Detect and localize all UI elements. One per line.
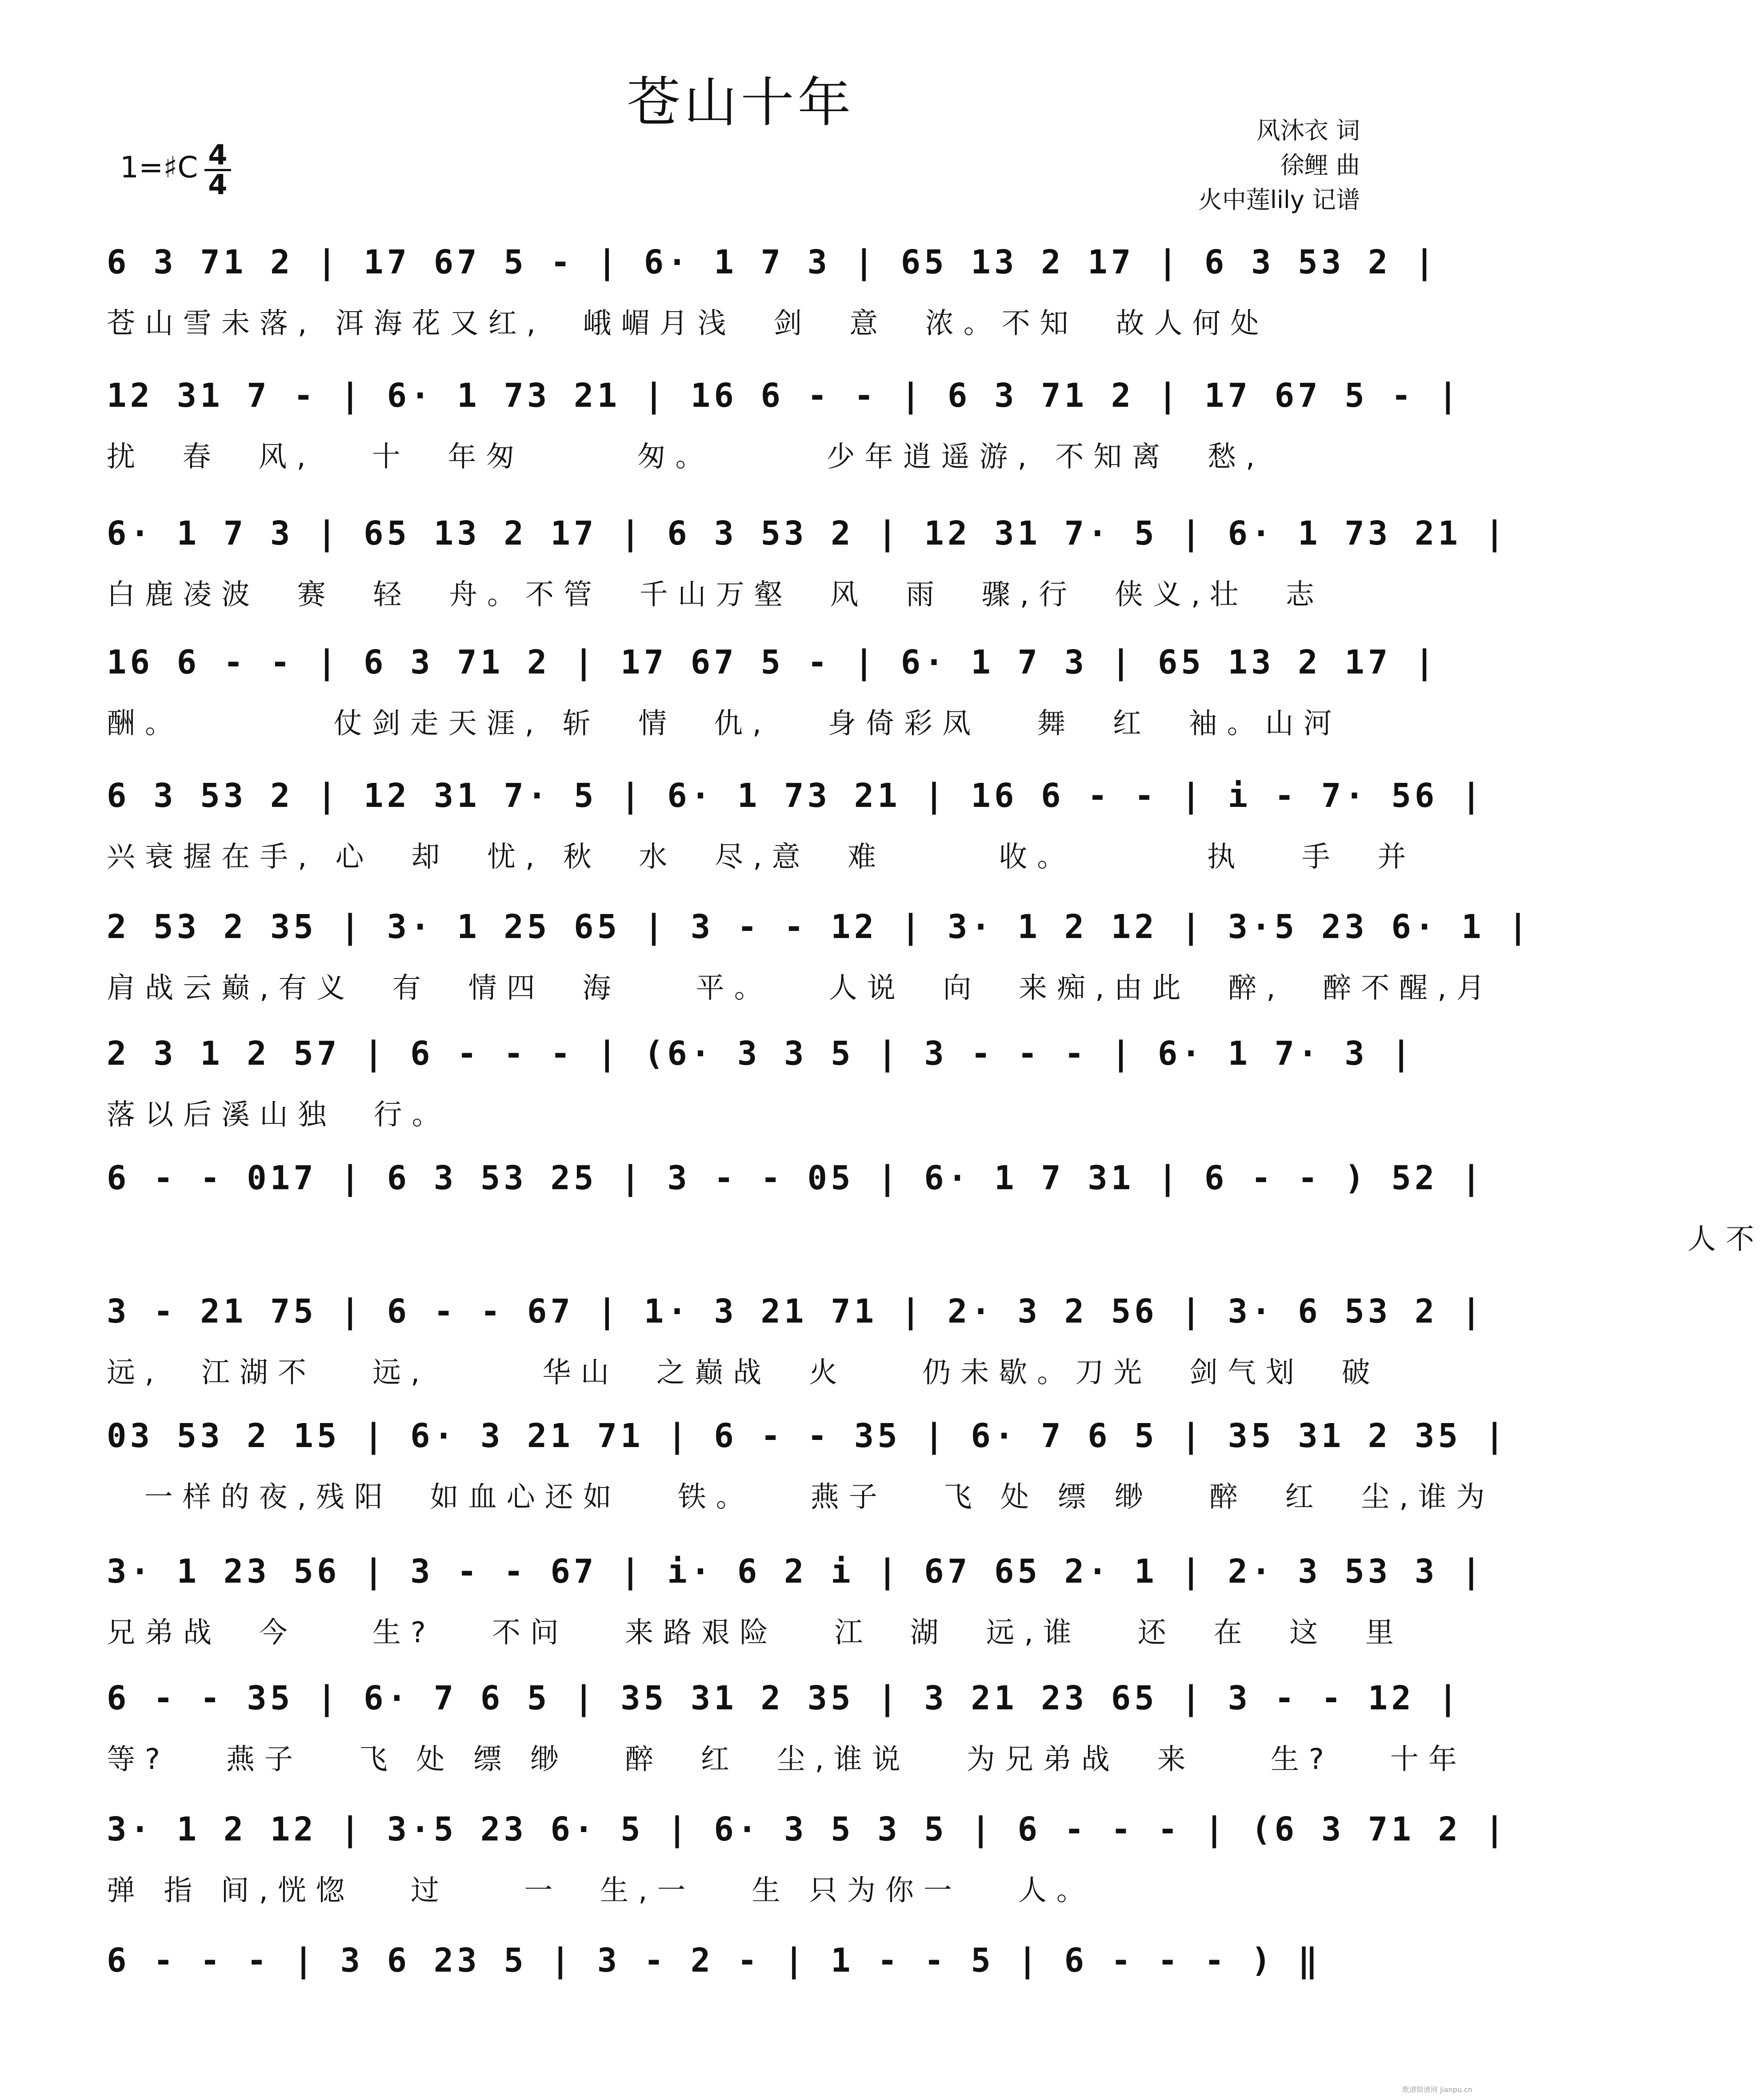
score-row — [107, 1151, 1764, 1267]
score-row — [107, 1285, 1485, 1400]
watermark: 歌谱简谱网 jianpu.cn — [1402, 2085, 1472, 2094]
score-row — [107, 1409, 1508, 1525]
key-signature: 1=♯C — [120, 150, 198, 184]
lyricist-credit: 风沐衣 词 — [1256, 116, 1360, 144]
score-row — [107, 507, 1508, 622]
lyric-line: 白鹿凌波 赛 轻 舟。不管 千山万壑 风 雨 骤,行 侠义,壮 志 — [107, 578, 1324, 611]
notation-line: 3 - 21 75 | 6 - - 67 | 1· 3 21 71 | 2· 3 2 56 | 3· 6 53 2 | — [107, 1292, 1485, 1331]
notation-line: 3· 1 23 56 | 3 - - 67 | i· 6 2 i | 67 65 2· 1 | 2· 3 53 3 | — [107, 1552, 1485, 1591]
notation-line: 6 3 71 2 | 17 67 5 - | 6· 1 7 3 | 65 13 2 17 | 6 3 53 2 | — [107, 243, 1438, 281]
notation-line: 6 3 53 2 | 12 31 7· 5 | 6· 1 73 21 | 16 6 - - | i - 7· 56 | — [107, 777, 1485, 815]
transcriber-credit: 火中莲lily 记谱 — [1198, 186, 1360, 214]
notation-line: 03 53 2 15 | 6· 3 21 71 | 6 - - 35 | 6· 7 6 5 | 35 31 2 35 | — [107, 1417, 1508, 1455]
lyric-line: 远, 江湖不 远, 华山 之巅战 火 仍未歇。刀光 剑气划 破 — [107, 1356, 1380, 1389]
score-row — [107, 636, 1438, 751]
score-row — [107, 1934, 1387, 2049]
lyric-line: 等? 燕子 飞 处 缥 缈 醉 红 尘,谁说 为兄弟战 来 生? 十年 — [107, 1743, 1467, 1776]
lyric-line: 苍山雪未落, 洱海花又红, 峨嵋月浅 剑 意 浓。不知 故人何处 — [107, 307, 1269, 340]
score-row — [107, 1545, 1485, 1660]
notation-line: 16 6 - - | 6 3 71 2 | 17 67 5 - | 6· 1 7 3 | 65 13 2 17 | — [107, 643, 1438, 682]
score-row — [107, 236, 1438, 351]
notation-line: 6· 1 7 3 | 65 13 2 17 | 6 3 53 2 | 12 31 7· 5 | 6· 1 73 21 | — [107, 514, 1508, 553]
lyric-line: 肩战云巅,有义 有 情四 海 平。 人说 向 来痴,由此 醉, 醉不醒,月 — [107, 972, 1495, 1005]
lyric-line: 兴衰握在手, 心 却 忧, 秋 水 尽,意 难 收。 执 手 并 — [107, 841, 1416, 874]
score-row — [107, 1803, 1508, 1918]
notation-line: 6 - - 35 | 6· 7 6 5 | 35 31 2 35 | 3 21 23 65 | 3 - - 12 | — [107, 1679, 1462, 1717]
lyric-line: 酬。 仗剑走天涯, 斩 情 仇, 身倚彩凤 舞 红 袖。山河 — [107, 707, 1342, 740]
score-row — [107, 769, 1485, 885]
notation-line: 6 - - - | 3 6 23 5 | 3 - 2 - | 1 - - 5 | 6 - - - ) ‖ — [107, 1941, 1321, 1980]
lyric-line: 人不 — [107, 1223, 1764, 1256]
notation-line: 2 3 1 2 57 | 6 - - - | (6· 3 3 5 | 3 - - - | 6· 1 7· 3 | — [107, 1034, 1415, 1073]
score-row — [107, 900, 1532, 1016]
notation-line: 6 - - 017 | 6 3 53 25 | 3 - - 05 | 6· 1 7 31 | 6 - - ) 52 | — [107, 1159, 1485, 1197]
score-row — [107, 1027, 1415, 1143]
notation-line: 3· 1 2 12 | 3·5 23 6· 5 | 6· 3 5 3 5 | 6 - - - | (6 3 71 2 | — [107, 1810, 1508, 1848]
lyric-line: 落以后溪山独 行。 — [107, 1099, 450, 1131]
lyric-line: 扰 春 风, 十 年匆 匆。 少年逍遥游, 不知离 愁, — [107, 441, 1265, 473]
lyric-line: 一样的夜,残阳 如血心还如 铁。 燕子 飞 处 缥 缈 醉 红 尘,谁为 — [107, 1481, 1495, 1514]
credits — [1156, 113, 1360, 217]
notation-line: 2 53 2 35 | 3· 1 25 65 | 3 - - 12 | 3· 1 2 12 | 3·5 23 6· 1 | — [107, 908, 1532, 946]
time-signature-bottom: 4 — [208, 168, 228, 201]
time-signature-top: 4 — [204, 141, 231, 171]
lyric-line: 弹 指 间,恍惚 过 一 生,一 生 只为你一 人。 — [107, 1874, 1095, 1907]
lyric-line: 兄弟战 今 生? 不问 来路艰险 江 湖 远,谁 还 在 这 里 — [107, 1616, 1404, 1649]
composer-credit: 徐鲤 曲 — [1280, 151, 1360, 179]
lyric-line — [107, 2000, 1387, 2044]
score-row — [107, 369, 1462, 485]
notation-line: 12 31 7 - | 6· 1 73 21 | 16 6 - - | 6 3 71 2 | 17 67 5 - | — [107, 377, 1462, 415]
score-row — [107, 1672, 1467, 1787]
song-title: 苍山十年 — [627, 72, 855, 134]
time-signature — [204, 141, 231, 199]
